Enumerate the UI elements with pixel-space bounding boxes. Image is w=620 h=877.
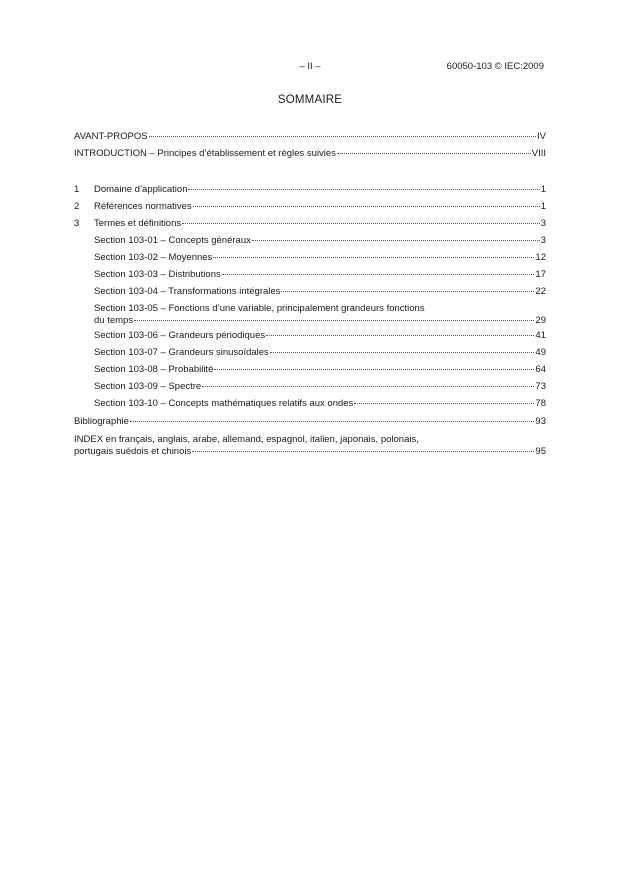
toc-leader-dots [270, 352, 535, 353]
toc-page-number: 1 [540, 184, 546, 195]
toc-leader-dots [188, 189, 539, 190]
toc-entry-bibliographie[interactable] [74, 413, 546, 430]
toc-leader-dots [182, 223, 540, 224]
toc-leader-dots [213, 257, 534, 258]
toc-entry-section-103-03[interactable] [74, 266, 546, 283]
toc-entry-section-103-04[interactable] [74, 283, 546, 300]
toc-entry-text-line1: Section 103-05 – Fonctions d’une variable, principalement grandeurs fonctions [94, 303, 425, 314]
toc-entry-text: Section 103-08 – Probabilité [94, 364, 214, 375]
toc-entry-section-103-08[interactable] [74, 361, 546, 378]
toc-entry-text: Domaine d’application [94, 184, 188, 195]
toc-page-number: 41 [535, 330, 546, 341]
toc-page-number: 64 [535, 364, 546, 375]
toc-page-number: 3 [540, 235, 546, 246]
toc-leader-dots [354, 403, 534, 404]
toc-entry-text: Section 103-01 – Concepts généraux [94, 235, 251, 246]
toc-entry-section-103-10[interactable] [74, 395, 546, 412]
toc-page-number: 3 [540, 218, 546, 229]
toc-entry-text: Section 103-03 – Distributions [94, 269, 221, 280]
toc-entry-text-line2: du temps [94, 315, 134, 326]
toc-entry-section-103-07[interactable] [74, 344, 546, 361]
toc-page-number: 78 [535, 398, 546, 409]
toc-back-matter [74, 413, 546, 458]
toc-entry-index[interactable] [74, 430, 546, 458]
toc-leader-dots [192, 451, 534, 452]
toc-leader-dots [193, 206, 540, 207]
toc-entry-text: Section 103-06 – Grandeurs périodiques [94, 330, 266, 341]
toc-leader-dots [202, 386, 534, 387]
toc-leader-dots [134, 320, 534, 321]
toc-entry-section-103-05[interactable] [74, 300, 546, 327]
toc-entry-text: Section 103-02 – Moyennes [94, 252, 213, 263]
toc-entry-text: Références normatives [94, 201, 192, 212]
toc-leader-dots [337, 153, 531, 154]
toc-entry-section-103-02[interactable] [74, 249, 546, 266]
page-title: SOMMAIRE [277, 94, 343, 106]
toc-page-number: VIII [531, 148, 546, 159]
toc-leader-dots [281, 291, 534, 292]
toc-page-number: 29 [535, 315, 546, 326]
toc-page-number: IV [537, 131, 546, 142]
toc-page-number: 73 [535, 381, 546, 392]
toc-main [74, 181, 546, 412]
toc-leader-dots [130, 421, 534, 422]
toc-entry-text-line2: portugais suédois et chinois [74, 446, 192, 457]
toc-entry-avant-propos[interactable] [74, 128, 546, 145]
toc-entry-text: Section 103-10 – Concepts mathématiques relatifs aux ondes [94, 398, 354, 409]
toc-leader-dots [266, 335, 534, 336]
chapter-number: 2 [74, 201, 80, 212]
toc-leader-dots [149, 136, 536, 137]
toc-entry-text: Termes et définitions [94, 218, 182, 229]
toc-front-matter [74, 128, 546, 162]
toc-entry-text: Section 103-04 – Transformations intégrales [94, 286, 281, 297]
toc-entry-text-line1: INDEX en français, anglais, arabe, allemand, espagnol, italien, japonais, polonais, [74, 434, 419, 445]
toc-page-number: 93 [535, 416, 546, 427]
toc-entry-section-103-09[interactable] [74, 378, 546, 395]
page-number-header: – II – [299, 61, 321, 72]
toc-entry-chapter-3[interactable] [74, 215, 546, 232]
toc-page-number: 12 [535, 252, 546, 263]
toc-leader-dots [222, 274, 535, 275]
chapter-number: 3 [74, 218, 80, 229]
toc-entry-text: INTRODUCTION – Principes d’établissement et règles suivies [74, 148, 336, 159]
toc-entry-text: Bibliographie [74, 416, 129, 427]
toc-page-number: 17 [535, 269, 546, 280]
toc-entry-text: AVANT-PROPOS [74, 131, 148, 142]
toc-leader-dots [214, 369, 534, 370]
toc-entry-chapter-2[interactable] [74, 198, 546, 215]
toc-page-number: 49 [535, 347, 546, 358]
toc-entry-text: Section 103-09 – Spectre [94, 381, 202, 392]
toc-page-number: 95 [535, 446, 546, 457]
toc-entry-section-103-01[interactable] [74, 232, 546, 249]
toc-page-number: 22 [535, 286, 546, 297]
toc-entry-chapter-1[interactable] [74, 181, 546, 198]
toc-leader-dots [252, 240, 540, 241]
toc-entry-text: Section 103-07 – Grandeurs sinusoïdales [94, 347, 269, 358]
chapter-number: 1 [74, 184, 80, 195]
document-reference: 60050-103 © IEC:2009 [446, 61, 544, 72]
toc-entry-introduction[interactable] [74, 145, 546, 162]
toc-page-number: 1 [540, 201, 546, 212]
toc-entry-section-103-06[interactable] [74, 327, 546, 344]
